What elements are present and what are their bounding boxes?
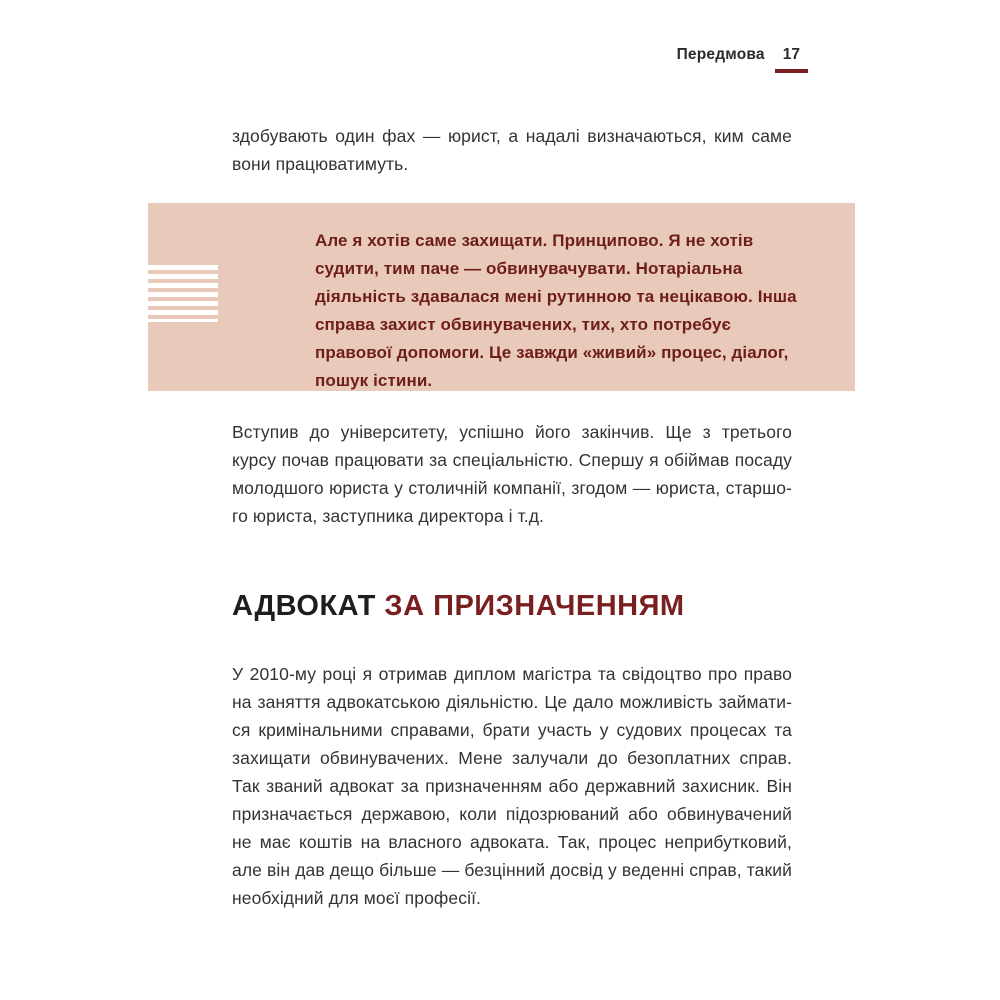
paragraph-diploma: У 2010-му році я отримав диплом магістра та свідоцтво про право на заняття адвокатською діяльністю. Це дало можливість займати- ся кримінальними справами, брати участь у судових процесах та захищати обвинувачених. Мене залучали до безоплатних справ. Так званий адвокат за призначенням або державний захисник. Він призначається державою, коли підозрюваний або обвинувачений не має коштів на власного адвоката. Так, процес неприбутковий, але він дав дещо більше — безцінний досвід у веденні справ, такий необхідний для моєї професії.	[232, 664, 792, 908]
quote-text: Але я хотів саме захищати. Принципово. Я не хотів судити, тим паче — обвинувачувати. Нотаріальна діяльність здавалася мені рутинною та нецікавою. Інша справа захист обвинувачених, тих, хто потребує правової допомоги. Це завжди «живий» процес, діалог, пошук істини.	[315, 231, 797, 390]
page-number: 17	[782, 46, 800, 63]
header-rule	[775, 69, 808, 73]
section-heading-black: АДВОКАТ	[232, 590, 376, 622]
stripes-decoration-icon	[148, 265, 218, 322]
chapter-title: Передмова	[676, 46, 765, 63]
quote-block	[148, 203, 855, 391]
page-number-wrap	[783, 46, 800, 64]
section-heading-red: ЗА ПРИЗНАЧЕННЯМ	[375, 590, 685, 622]
paragraph-intro: здобувають один фах — юрист, а надалі визначаються, ким саме вони працюватимуть.	[232, 126, 792, 174]
section-heading	[232, 590, 685, 623]
paragraph-study: Вступив до університету, успішно його закінчив. Ще з третього курсу почав працювати за спеціальністю. Спершу я обіймав посаду молодшого юриста у столичній компанії, згодом — юриста, старшо- го юриста, заступника директора і т.д.	[232, 422, 792, 526]
page-header	[677, 46, 800, 64]
